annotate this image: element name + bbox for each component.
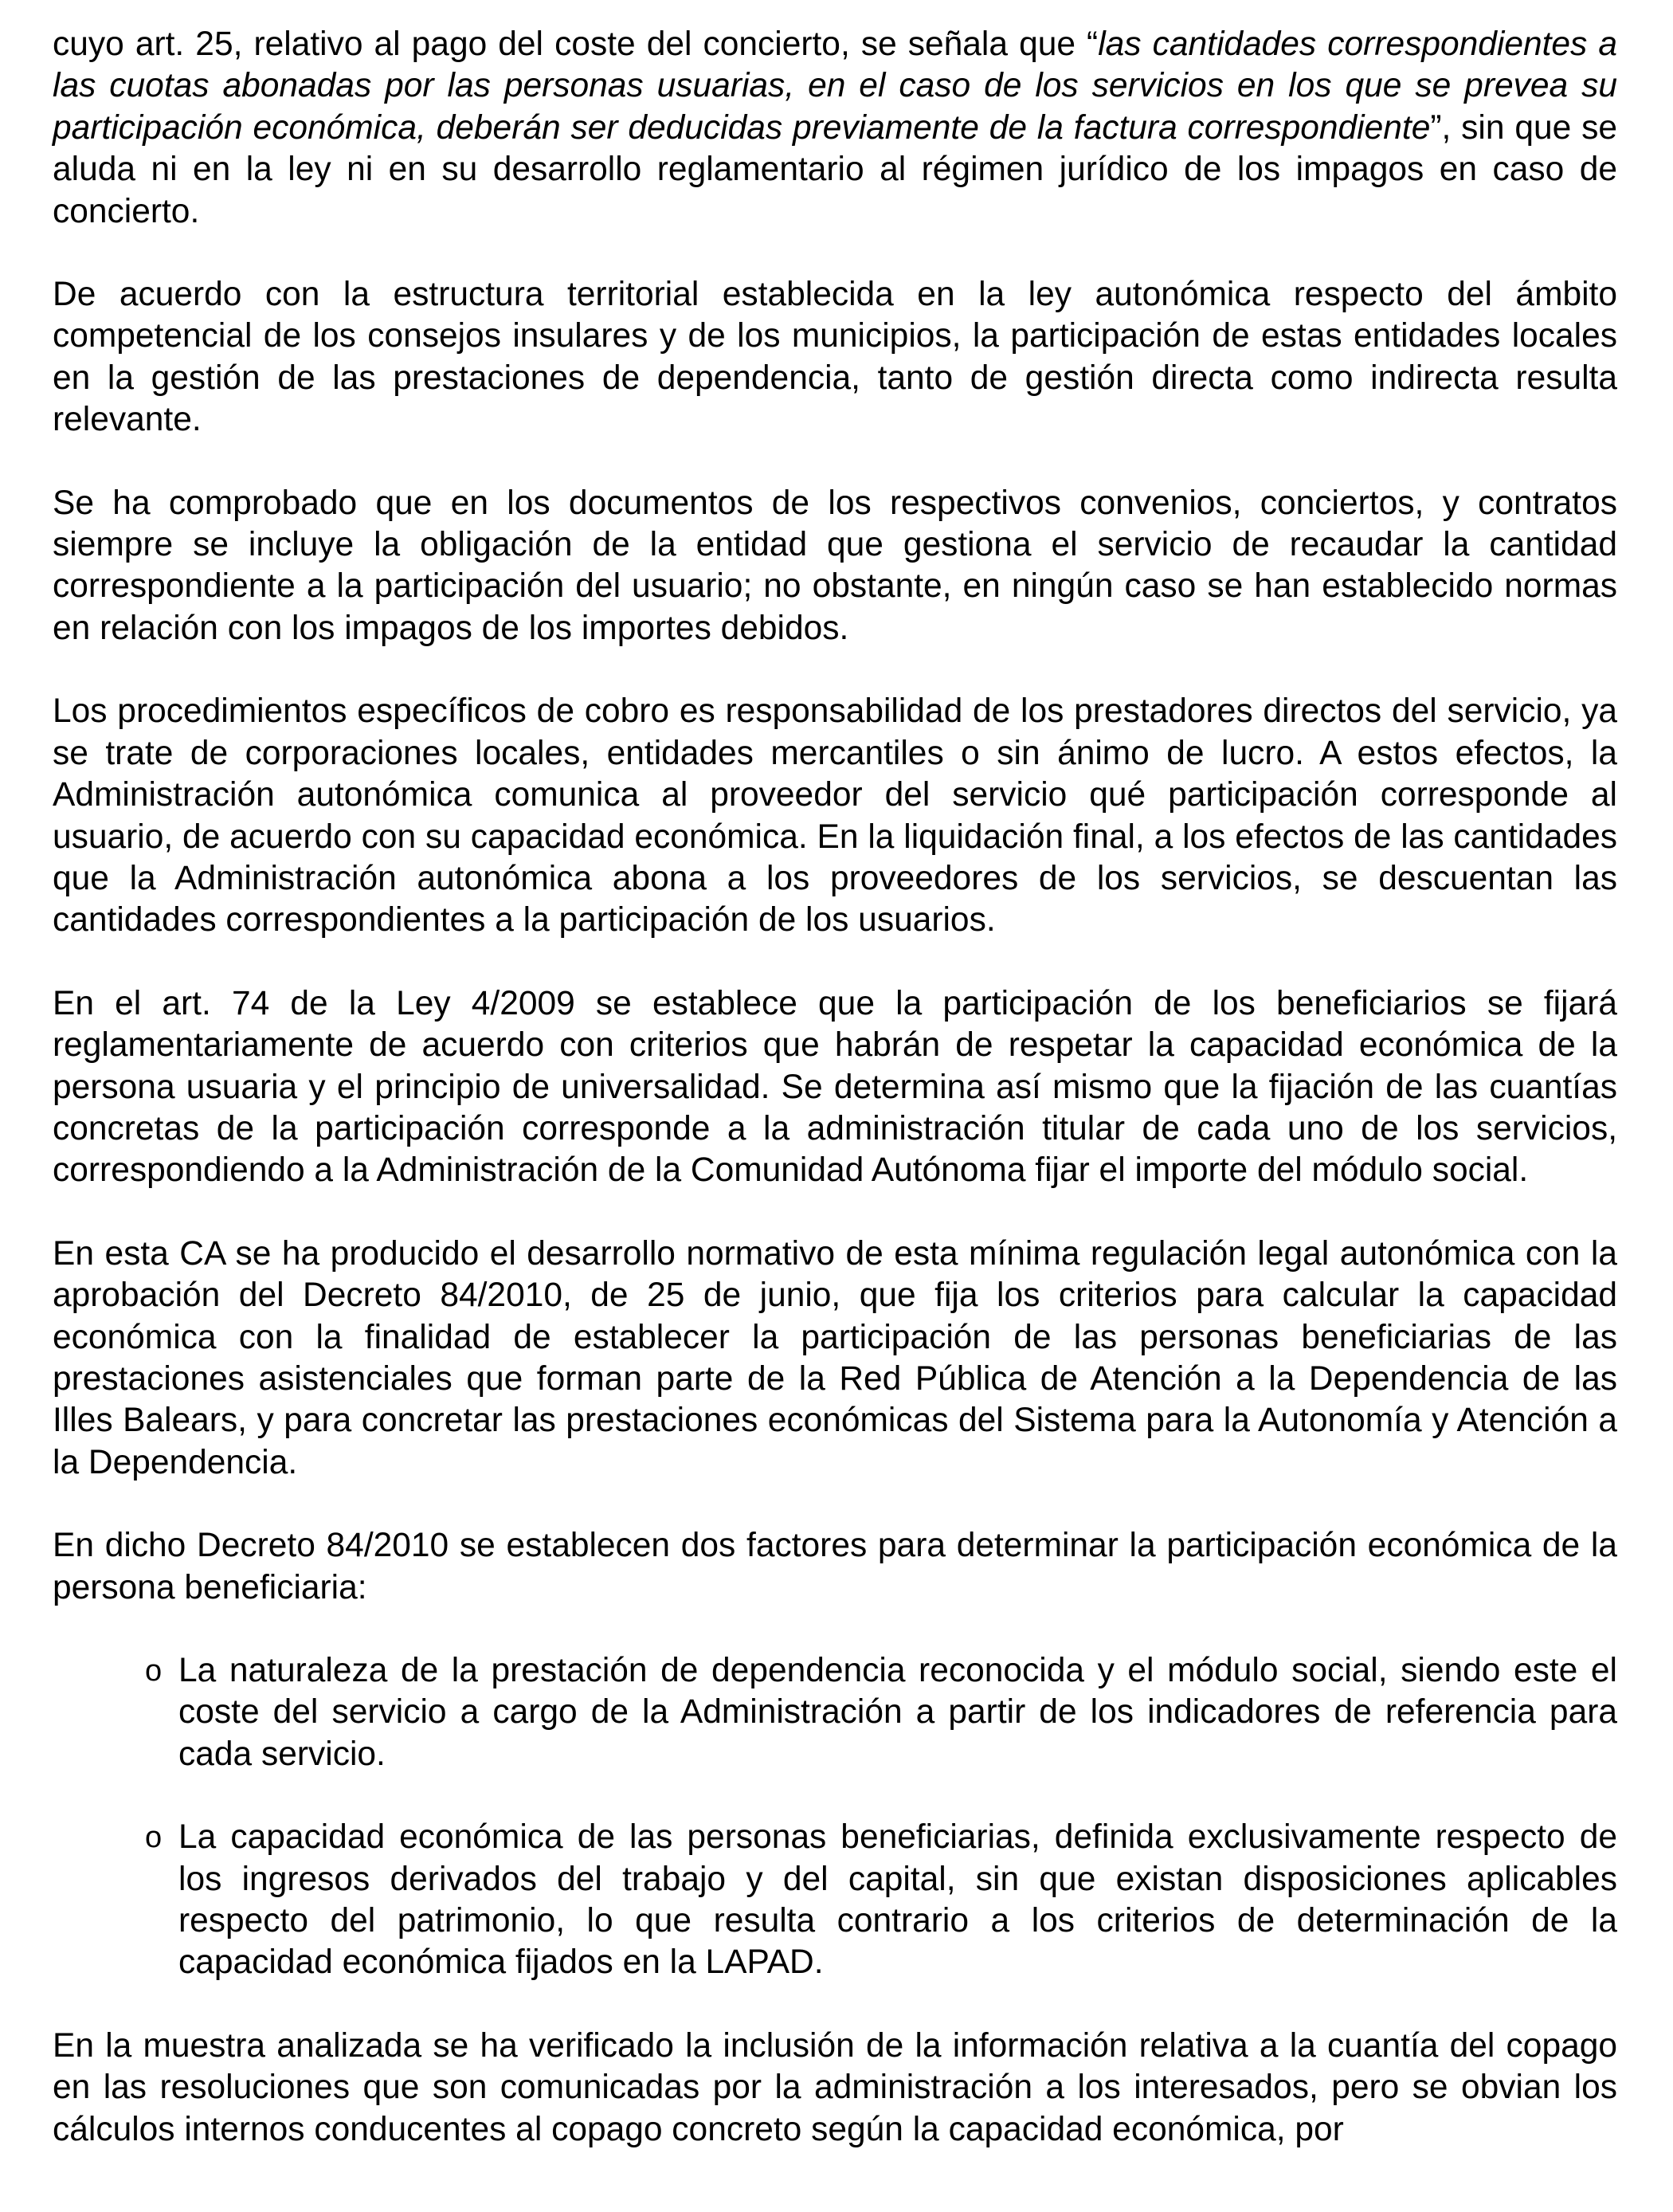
paragraph-procedimientos-cobro: Los procedimientos específicos de cobro es responsabilidad de los prestadores directos del servicio, ya se trate de corporaciones locales, entidades mercantiles o sin ánimo de lucro. A estos efectos, la Administración autonómica comunica al proveedor del servicio qué participación corresponde al usuario, de acuerdo con su capacidad económica. En la liquidación final, a los efectos de las cantidades que la Administración autonómica abona a los proveedores de los servicios, se descuentan las cantidades correspondientes a la participación de los usuarios. xyxy=(53,692,1617,939)
bullet-circle-icon: o xyxy=(145,1821,163,1855)
paragraph-dos-factores: En dicho Decreto 84/2010 se establecen dos factores para determinar la participación económica de la persona beneficiaria: xyxy=(53,1527,1617,1606)
document-page xyxy=(53,24,1617,2151)
paragraph-text: ”, sin que se aluda ni en la ley ni en su desarrollo reglamentario al régimen jurídico de los impagos en caso de concierto. xyxy=(53,108,1617,230)
list-item xyxy=(53,1817,1617,1984)
paragraph-text: cuyo art. 25, relativo al pago del coste del concierto, se señala que “ xyxy=(53,25,1099,63)
bullet-circle-icon: o xyxy=(145,1654,163,1688)
quoted-text-italic: las cantidades correspondientes a las cuotas abonadas por las personas usuarias, en el caso de los servicios en los que se prevea su participación económica, deberán ser deducidas previamente de la factura correspondiente xyxy=(53,25,1617,147)
factors-list xyxy=(53,1650,1617,1984)
paragraph-muestra-analizada: En la muestra analizada se ha verificado la inclusión de la información relativa a la cuantía del copago en las resoluciones que son comunicadas por la administración a los interesados, pero se obvian los cálculos internos conducentes al copago concreto según la capacidad económica, por xyxy=(53,2026,1617,2148)
list-item-text: La capacidad económica de las personas beneficiarias, definida exclusivamente respecto de los ingresos derivados del trabajo y del capital, sin que existan disposiciones aplicables respecto del patrimonio, lo que resulta contrario a los criterios de determinación de la capacidad económica fijados en la LAPAD. xyxy=(178,1818,1617,1982)
list-item-text: La naturaleza de la prestación de dependencia reconocida y el módulo social, siendo este el coste del servicio a cargo de la Administración a partir de los indicadores de referencia para cada servicio. xyxy=(178,1652,1617,1773)
paragraph-convenios-conciertos: Se ha comprobado que en los documentos de los respectivos convenios, conciertos, y contratos siempre se incluye la obligación de la entidad que gestiona el servicio de recaudar la cantidad correspondiente a la participación del usuario; no obstante, en ningún caso se han establecido normas en relación con los impagos de los importes debidos. xyxy=(53,484,1617,647)
paragraph-art25-concierto xyxy=(53,24,1617,233)
list-item xyxy=(53,1650,1617,1775)
paragraph-decreto-84-2010: En esta CA se ha producido el desarrollo normativo de esta mínima regulación legal autonómica con la aprobación del Decreto 84/2010, de 25 de junio, que fija los criterios para calcular la capacidad económica con la finalidad de establecer la participación de las personas beneficiarias de las prestaciones asistenciales que forman parte de la Red Pública de Atención a la Dependencia de las Illes Balears, y para concretar las prestaciones económicas del Sistema para la Autonomía y Atención a la Dependencia. xyxy=(53,1234,1617,1481)
paragraph-art74-ley: En el art. 74 de la Ley 4/2009 se establece que la participación de los beneficiarios se fijará reglamentariamente de acuerdo con criterios que habrán de respetar la capacidad económica de la persona usuaria y el principio de universalidad. Se determina así mismo que la fijación de las cuantías concretas de la participación corresponde a la administración titular de cada uno de los servicios, correspondiendo a la Administración de la Comunidad Autónoma fijar el importe del módulo social. xyxy=(53,984,1617,1190)
paragraph-estructura-territorial: De acuerdo con la estructura territorial establecida en la ley autonómica respecto del ámbito competencial de los consejos insulares y de los municipios, la participación de estas entidades locales en la gestión de las prestaciones de dependencia, tanto de gestión directa como indirecta resulta relevante. xyxy=(53,276,1617,439)
